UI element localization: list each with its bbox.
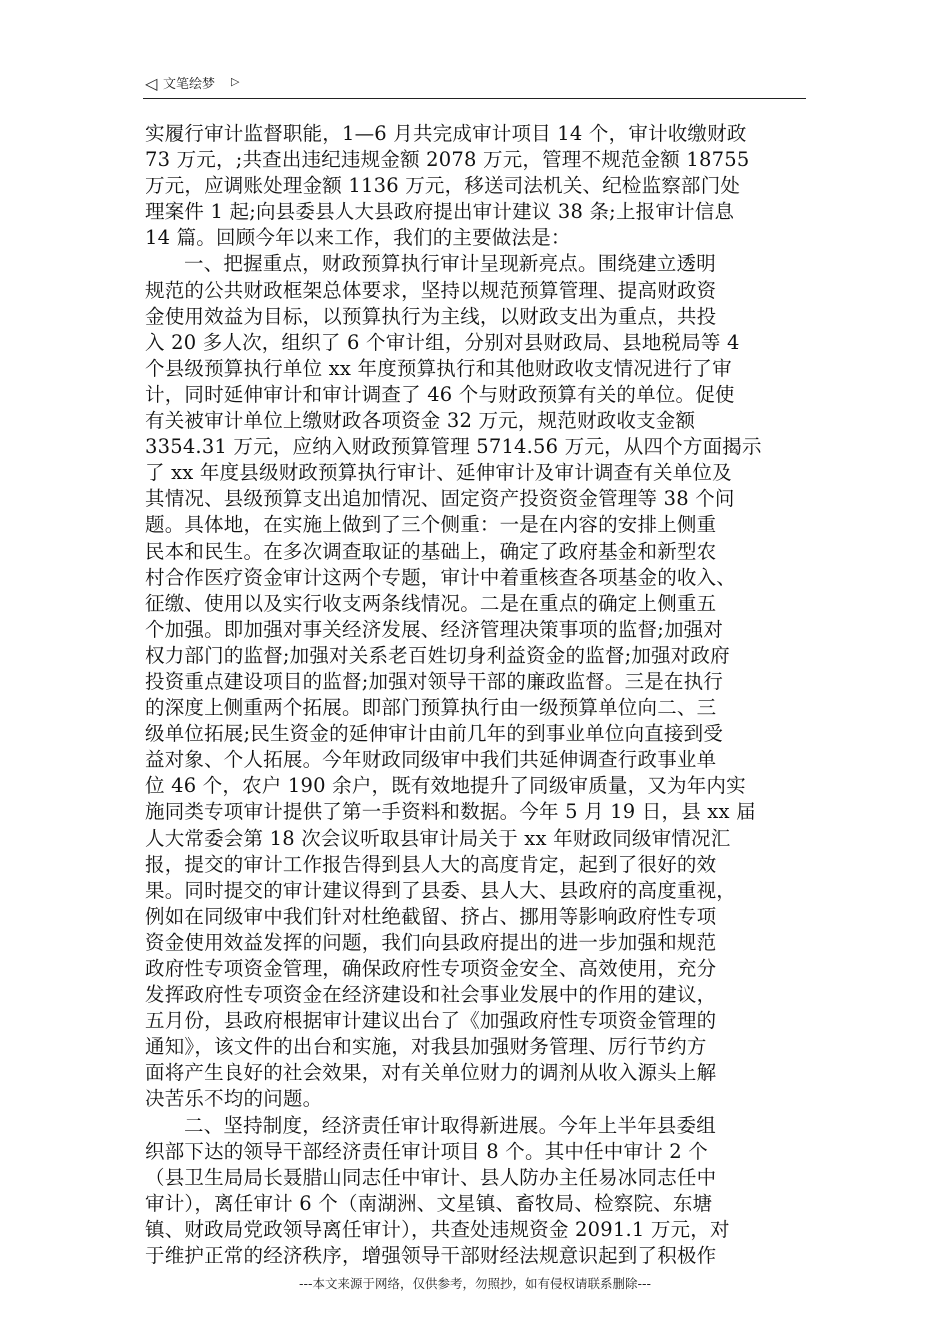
body-line: 的深度上侧重两个拓展。即部门预算执行由一级预算单位向二、三 xyxy=(145,696,717,720)
body-line: 了 xx 年度县级财政预算执行审计、延伸审计及审计调查有关单位及 xyxy=(145,461,732,485)
body-line: 于维护正常的经济秩序，增强领导干部财经法规意识起到了积极作 xyxy=(145,1244,717,1268)
body-line: 果。同时提交的审计建议得到了县委、县人大、县政府的高度重视， xyxy=(145,878,737,902)
body-line: 报，提交的审计工作报告得到县人大的高度肯定，起到了很好的效 xyxy=(145,852,717,876)
right-triangle-icon: ▷ xyxy=(231,75,240,88)
body-line: 有关被审计单位上缴财政各项资金 32 万元，规范财政收支金额 xyxy=(145,409,696,433)
body-line: 级单位拓展;民生资金的延伸审计由前几年的到事业单位向直接到受 xyxy=(145,722,724,746)
header-title: 文笔绘梦 xyxy=(163,77,216,92)
body-line: 例如在同级审中我们针对杜绝截留、挤占、挪用等影响政府性专项 xyxy=(145,904,717,928)
body-line: 决苦乐不均的问题。 xyxy=(145,1087,323,1111)
body-line: 民本和民生。在多次调查取证的基础上，确定了政府基金和新型农 xyxy=(145,539,717,563)
section-heading-line: 一、把握重点，财政预算执行审计呈现新亮点。围绕建立透明 xyxy=(184,252,716,276)
body-line: 权力部门的监督;加强对关系老百姓切身利益资金的监督;加强对政府 xyxy=(145,643,730,667)
body-line: 征缴、使用以及实行收支两条线情况。二是在重点的确定上侧重五 xyxy=(145,591,717,615)
body-line: 其情况、县级预算支出追加情况、固定资产投资资金管理等 38 个问 xyxy=(145,487,735,511)
body-line: 审计），离任审计 6 个（南湖洲、文星镇、畜牧局、检察院、东塘 xyxy=(145,1191,713,1215)
body-line: 五月份，县政府根据审计建议出台了《加强政府性专项资金管理的 xyxy=(145,1009,717,1033)
body-line: 面将产生良好的社会效果，对有关单位财力的调剂从收入源头上解 xyxy=(145,1061,717,1085)
running-header xyxy=(143,72,806,99)
document-body xyxy=(145,121,813,1269)
body-line: 金使用效益为目标，以预算执行为主线，以财政支出为重点，共投 xyxy=(145,304,717,328)
disclaimer-footer: ---本文来源于网络，仅供参考，勿照抄，如有侵权请联系删除--- xyxy=(298,1276,652,1291)
body-line: 位 46 个，农户 190 余户，既有效地提升了同级审质量，又为年内实 xyxy=(145,774,746,798)
body-line: 施同类专项审计提供了第一手资料和数据。今年 5 月 19 日，县 xx 届 xyxy=(145,800,756,824)
body-line: 入 20 多人次，组织了 6 个审计组，分别对县财政局、县地税局等 4 xyxy=(145,330,740,354)
body-line: 通知》，该文件的出台和实施，对我县加强财务管理、厉行节约方 xyxy=(145,1035,707,1059)
body-line: 发挥政府性专项资金在经济建设和社会事业发展中的作用的建议， xyxy=(145,983,717,1007)
body-line: 73 万元，;共查出违纪违规金额 2078 万元，管理不规范金额 18755 xyxy=(145,148,750,172)
body-line: 织部下达的领导干部经济责任审计项目 8 个。其中任中审计 2 个 xyxy=(145,1139,709,1163)
body-line: （县卫生局局长聂腊山同志任中审计、县人防办主任易冰同志任中 xyxy=(145,1165,717,1189)
body-line: 实履行审计监督职能，1—6 月共完成审计项目 14 个，审计收缴财政 xyxy=(145,122,747,145)
section-heading-line: 二、坚持制度，经济责任审计取得新进展。今年上半年县委组 xyxy=(184,1113,716,1137)
body-line: 村合作医疗资金审计这两个专题，审计中着重核查各项基金的收入、 xyxy=(145,565,737,589)
body-line: 个加强。即加强对事关经济发展、经济管理决策事项的监督;加强对 xyxy=(145,617,724,641)
body-line: 14 篇。回顾今年以来工作，我们的主要做法是： xyxy=(145,226,571,250)
body-line: 万元，应调账处理金额 1136 万元，移送司法机关、纪检监察部门处 xyxy=(145,174,741,198)
body-line: 益对象、个人拓展。今年财政同级审中我们共延伸调查行政事业单 xyxy=(145,748,717,772)
body-line: 题。具体地，在实施上做到了三个侧重：一是在内容的安排上侧重 xyxy=(145,513,717,537)
body-line: 政府性专项资金管理，确保政府性专项资金安全、高效使用，充分 xyxy=(145,957,717,980)
body-line: 人大常委会第 18 次会议听取县审计局关于 xx 年财政同级审情况汇 xyxy=(145,826,731,850)
body-line: 规范的公共财政框架总体要求，坚持以规范预算管理、提高财政资 xyxy=(145,278,717,302)
body-line: 理案件 1 起;向县委县人大县政府提出审计建议 38 条;上报审计信息 xyxy=(145,200,735,224)
body-line: 资金使用效益发挥的问题，我们向县政府提出的进一步加强和规范 xyxy=(145,930,717,954)
body-line: 3354.31 万元，应纳入财政预算管理 5714.56 万元，从四个方面揭示 xyxy=(145,435,762,459)
left-triangle-icon: ◁ xyxy=(145,74,158,93)
body-line: 个县级预算执行单位 xx 年度预算执行和其他财政收支情况进行了审 xyxy=(145,356,732,380)
body-line: 镇、财政局党政领导离任审计），共查处违规资金 2091.1 万元，对 xyxy=(145,1217,730,1241)
body-line: 计，同时延伸审计和审计调查了 46 个与财政预算有关的单位。促使 xyxy=(145,382,735,406)
body-line: 投资重点建设项目的监督;加强对领导干部的廉政监督。三是在执行 xyxy=(145,669,724,693)
